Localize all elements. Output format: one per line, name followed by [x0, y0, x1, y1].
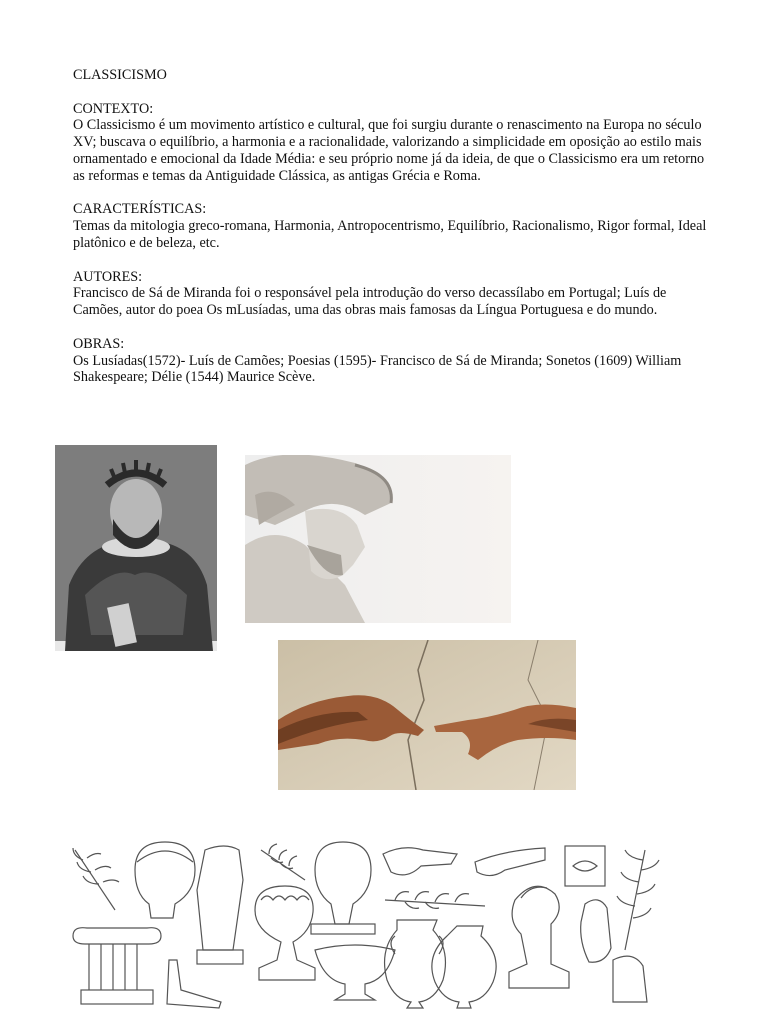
section-heading: AUTORES:	[73, 268, 143, 285]
section-obras	[73, 336, 713, 386]
section-caracteristicas	[73, 201, 713, 251]
fresco-illustration	[278, 640, 576, 790]
section-heading: OBRAS:	[73, 335, 125, 352]
section-body: Os Lusíadas(1572)- Luís de Camões; Poesias (1595)- Francisco de Sá de Miranda; Sonetos (1609) William Shakespeare; Délie (1544) Maurice Scève.	[73, 352, 682, 386]
fresco-image	[278, 640, 576, 790]
section-autores	[73, 269, 713, 319]
portrait-image	[55, 445, 217, 651]
section-body: Temas da mitologia greco-romana, Harmonia, Antropocentrismo, Equilíbrio, Racionalismo, Rigor formal, Ideal platônico e de beleza, etc.	[73, 218, 707, 251]
section-heading: CARACTERÍSTICAS:	[73, 201, 207, 218]
sketches-image	[65, 840, 675, 1010]
section-contexto	[73, 101, 713, 185]
document-body	[73, 67, 713, 403]
document-title: CLASSICISMO	[73, 67, 167, 83]
statue-illustration	[245, 455, 511, 623]
portrait-illustration	[55, 445, 217, 651]
sketches-illustration	[65, 840, 675, 1010]
section-body: Francisco de Sá de Miranda foi o responsável pela introdução do verso decassílabo em Portugal; Luís de Camões, autor do poea Os mLusíadas, uma das obras mais famosas da Língua Portuguesa e do mundo.	[73, 285, 667, 319]
section-body: O Classicismo é um movimento artístico e cultural, que foi surgiu durante o renascimento na Europa no século XV; buscava o equilíbrio, a harmonia e a racionalidade, valorizando a simplicidade em oposição ao estilo mais ornamentado e emocional da Idade Média: e seu próprio nome já da ideia, de que o Classicismo era um retorno as reformas e temas da Antiguidade Clássica, as antigas Grécia e Roma.	[73, 117, 705, 184]
statue-image	[245, 455, 511, 623]
section-heading: CONTEXTO:	[73, 100, 154, 117]
